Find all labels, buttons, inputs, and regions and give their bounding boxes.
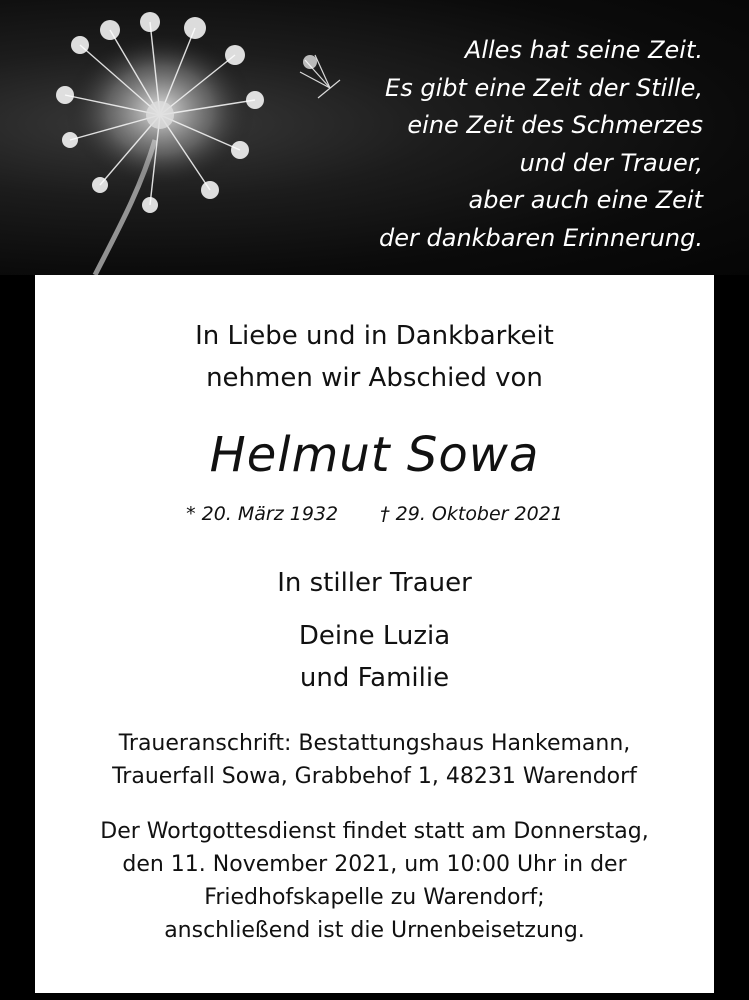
intro-line: In Liebe und in Dankbarkeit xyxy=(195,321,554,351)
quote-line: Alles hat seine Zeit. xyxy=(464,36,703,64)
service-line: Friedhofskapelle zu Warendorf; xyxy=(204,885,545,910)
quote-line: und der Trauer, xyxy=(519,148,703,177)
mourning-address xyxy=(35,727,714,793)
life-dates xyxy=(35,501,714,527)
mourners-names xyxy=(35,615,714,699)
service-line: Der Wortgottesdienst findet statt am Donnerstag, xyxy=(100,819,649,844)
death-date: † 29. Oktober 2021 xyxy=(380,503,563,525)
quote-line: aber auch eine Zeit xyxy=(468,186,703,214)
quote-line: der dankbaren Erinnerung. xyxy=(379,223,703,252)
birth-date: * 20. März 1932 xyxy=(186,503,339,525)
mourner-line: Deine Luzia xyxy=(298,621,451,651)
quote-line: eine Zeit des Schmerzes xyxy=(407,111,703,139)
intro-text xyxy=(35,315,714,399)
service-line: den 11. November 2021, um 10:00 Uhr in der xyxy=(122,852,627,877)
address-line: Trauerfall Sowa, Grabbehof 1, 48231 Warendorf xyxy=(112,764,637,789)
quote-line: Es gibt eine Zeit der Stille, xyxy=(385,73,703,102)
dandelion-photo-banner xyxy=(0,0,749,275)
deceased-name: Helmut Sowa xyxy=(209,427,540,483)
intro-line: nehmen wir Abschied von xyxy=(206,363,543,393)
service-info xyxy=(35,815,714,947)
obituary-body xyxy=(35,275,714,993)
mourning-heading: In stiller Trauer xyxy=(277,568,472,598)
service-line: anschließend ist die Urnenbeisetzung. xyxy=(164,918,585,943)
address-line: Traueranschrift: Bestattungshaus Hankemann, xyxy=(118,731,631,756)
mourner-line: und Familie xyxy=(299,663,450,693)
quote-text xyxy=(283,32,703,257)
